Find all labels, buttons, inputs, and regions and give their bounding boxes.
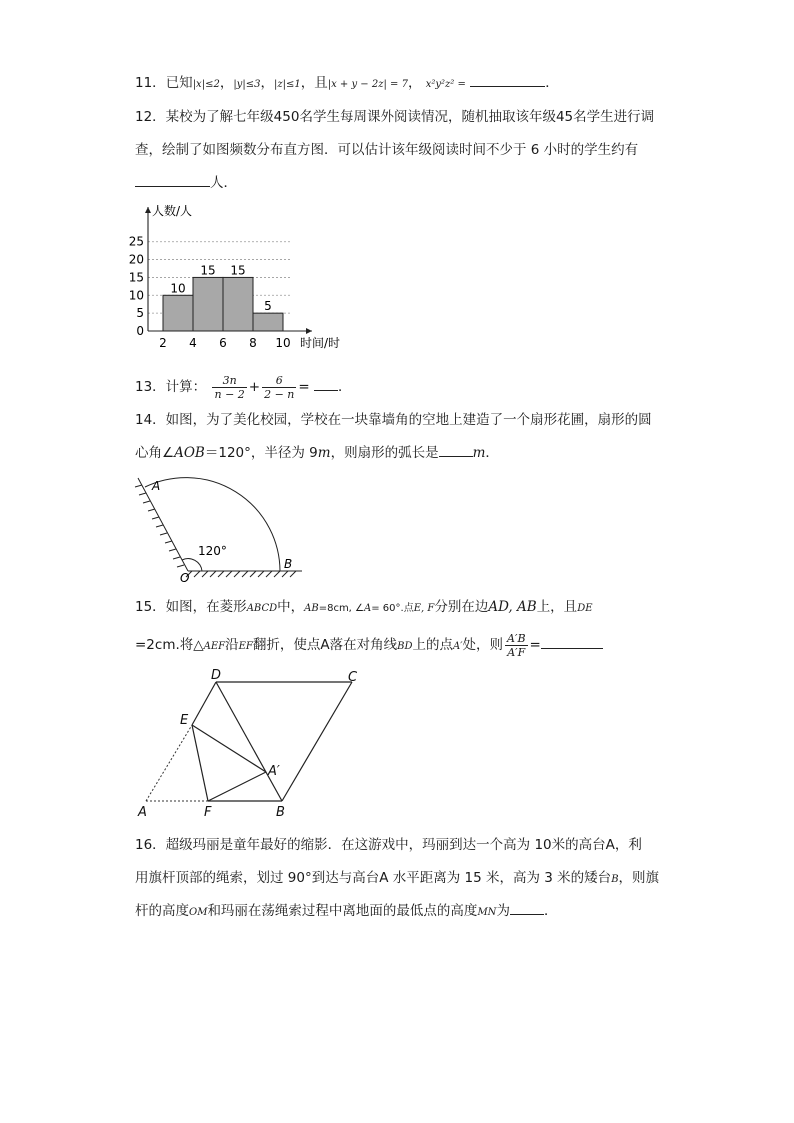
rhombus-figure [130, 668, 370, 818]
q15-text: 上，且 [536, 599, 578, 615]
wall-hatch [135, 478, 188, 571]
q15-answer-blank[interactable] [541, 634, 603, 649]
q16-text: ，则旗 [618, 870, 660, 886]
q15-equals: = [529, 637, 541, 653]
q11-prefix: 已知 [165, 75, 193, 91]
y-tick-label: 0 [136, 324, 144, 338]
q14-unit: m [317, 445, 331, 461]
label-F: F [204, 805, 212, 818]
bar-data-label: 10 [170, 281, 186, 296]
dotted-ae [146, 725, 192, 801]
y-tick-label: 25 [128, 234, 144, 249]
label-C: C [348, 670, 358, 685]
x-tick-label: 10 [275, 336, 291, 350]
label-A-prime: A′ [268, 764, 280, 779]
label-A: A [138, 805, 147, 818]
x-axis-arrow [306, 328, 312, 334]
folded-ea [192, 725, 266, 772]
label-B: B [284, 557, 293, 571]
q12-end: 人． [210, 175, 237, 191]
q15-diagonal-bd: BD [397, 641, 413, 652]
q13-equals: = [298, 379, 310, 395]
q11-answer-blank[interactable] [470, 72, 545, 87]
q15-text: 15．如图，在菱形 [135, 599, 247, 615]
q15-segment-de: DE [577, 603, 593, 614]
histogram-bar [253, 313, 283, 331]
question-16-line-3 [135, 900, 557, 923]
q15-rhombus-name: ABCD [246, 603, 278, 614]
q15-sides-adab: AD, AB [488, 599, 537, 615]
histogram-bar [223, 277, 253, 331]
q13-fraction-1 [212, 374, 246, 401]
label-D: D [211, 668, 222, 683]
label-A: A [152, 479, 161, 493]
diagonal-db [216, 682, 282, 801]
q11-end: ． [545, 75, 559, 91]
q15-text: =8cm, ∠ [318, 603, 365, 614]
x-axis-label: 时间/时 [300, 336, 340, 350]
label-angle-120: 120° [198, 544, 227, 558]
q13-f2-numerator: 6 [262, 374, 296, 388]
label-B: B [276, 805, 285, 818]
q11-sep: ， [219, 75, 234, 91]
y-axis-label: 人数/人 [152, 204, 193, 218]
q11-condition-x: |x|≤2 [192, 79, 220, 90]
question-16-line-1: 16．超级玛丽是童年最好的缩影．在这游戏中，玛丽到达一个高为 10米的高台A，利 [135, 837, 642, 853]
q14-text: ＝120°，半径为 9 [204, 445, 318, 461]
y-tick-label: 20 [128, 252, 144, 267]
q15-text: 翻折，使点A落在对角线 [252, 637, 398, 653]
q11-expression: x²y²z² = [425, 79, 466, 90]
q15-text: 分别在边 [434, 599, 489, 615]
question-15-line-2 [135, 630, 603, 662]
q11-sep: ， [407, 75, 422, 91]
side-cb [282, 682, 352, 801]
q16-end: ． [543, 903, 558, 919]
q15-text: 处，则 [462, 637, 503, 653]
q12-answer-blank[interactable] [135, 172, 210, 187]
q13-answer-blank[interactable] [314, 376, 338, 391]
x-tick-label: 2 [159, 336, 167, 350]
question-15-line-1 [135, 597, 593, 619]
question-14-line-2 [135, 442, 499, 463]
q15-text: 中， [277, 599, 305, 615]
q11-condition-z: |z|≤1 [273, 79, 301, 90]
q14-angle-name: AOB [174, 445, 205, 461]
question-13 [135, 372, 352, 402]
q15-side-ab: AB [304, 603, 319, 614]
q13-prefix: 13．计算： [135, 379, 207, 395]
bar-data-label: 15 [200, 263, 216, 278]
y-tick-label: 5 [136, 306, 144, 321]
bar-data-label: 5 [264, 299, 272, 314]
q13-end: ． [338, 379, 352, 395]
q15-angle-a: A [364, 603, 372, 614]
q15-frac-denominator: A′F [507, 645, 526, 659]
label-O: O [180, 571, 190, 585]
question-11 [135, 72, 559, 95]
bar-data-label: 15 [230, 263, 246, 278]
q16-flagpole-om: OM [189, 907, 208, 918]
ground-hatch [186, 571, 302, 577]
q14-answer-blank[interactable] [439, 442, 473, 457]
histogram-bar [163, 295, 193, 331]
q11-sep: ，且 [300, 75, 328, 91]
y-axis-arrow [145, 207, 151, 213]
x-tick-label: 8 [249, 336, 257, 350]
q13-f1-numerator: 3n [212, 374, 246, 388]
q16-height-mn: MN [477, 907, 497, 918]
y-tick-label: 15 [128, 270, 144, 285]
q15-text: 上的点 [412, 637, 453, 653]
question-12-line-3 [135, 172, 237, 193]
question-12-line-2: 查，绘制了如图频数分布直方图．可以估计该年级阅读时间不少于 6 小时的学生约有 [135, 142, 639, 158]
sector-figure [130, 475, 310, 585]
q15-fraction [505, 632, 528, 659]
fold-ef [192, 725, 208, 801]
q16-answer-blank[interactable] [510, 900, 544, 915]
q15-triangle-aef: AEF [203, 641, 226, 652]
histogram-chart [120, 195, 340, 355]
q16-text: 和玛丽在荡绳索过程中离地面的最低点的高度 [207, 903, 478, 919]
histogram-layer [129, 203, 340, 350]
q11-sep: ， [260, 75, 274, 91]
x-tick-label: 6 [219, 336, 227, 350]
q13-plus: + [248, 379, 261, 395]
q16-point-b: B [611, 874, 619, 885]
q15-fold-ef: EF [238, 641, 253, 652]
q15-points-ef: E, F [413, 603, 435, 614]
q16-text: 用旗杆顶部的绳索，划过 90°到达与高台A 水平距离为 15 米，高为 3 米的矮台 [135, 870, 612, 886]
q15-frac-numerator: A′B [507, 631, 526, 645]
q15-text: =2cm.将△ [135, 637, 204, 653]
question-12-line-1: 12．某校为了解七年级450名学生每周课外阅读情况，随机抽取该年级45名学生进行调 [135, 109, 655, 125]
question-14-line-1: 14．如图，为了美化校园，学校在一块靠墙角的空地上建造了一个扇形花圃，扇形的圆 [135, 412, 652, 428]
q11-condition-sum: |x + y − 2z| = 7 [327, 79, 408, 90]
q11-number: 11． [135, 75, 166, 91]
q14-text: ，则扇形的弧长是 [330, 445, 439, 461]
q14-unit: m [472, 445, 486, 461]
side-ed [192, 682, 216, 725]
label-E: E [180, 713, 189, 728]
x-tick-label: 4 [189, 336, 197, 350]
q14-end: ． [485, 445, 499, 461]
q15-text: = 60°.点 [371, 603, 414, 614]
q13-f2-denominator: 2 − n [264, 387, 295, 401]
q16-text: 杆的高度 [135, 903, 189, 919]
histogram-bar [193, 277, 223, 331]
q15-point-aprime: A′ [453, 641, 463, 652]
folded-fa [208, 772, 266, 801]
q16-text: 为 [496, 903, 510, 919]
y-tick-label: 10 [128, 288, 144, 303]
q14-text: 心角∠ [135, 445, 175, 461]
q13-fraction-2 [262, 374, 296, 401]
q13-f1-denominator: n − 2 [214, 387, 245, 401]
q15-text: 沿 [225, 637, 239, 653]
question-16-line-2 [135, 868, 659, 890]
q11-condition-y: |y|≤3 [233, 79, 261, 90]
